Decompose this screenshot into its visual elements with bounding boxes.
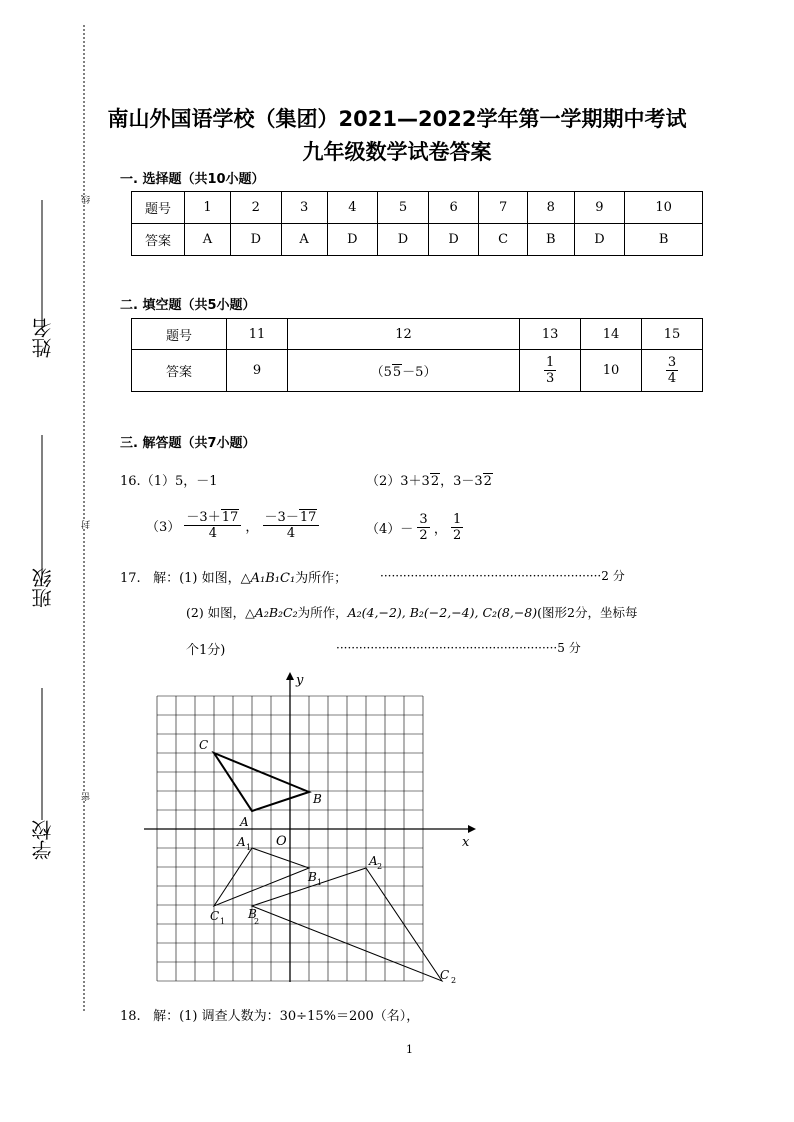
binding-dashed-line	[0, 0, 100, 1122]
mc-answer: D	[574, 224, 625, 256]
mc-answer: B	[527, 224, 574, 256]
q16-part2: （2）3＋32，3－32	[366, 474, 492, 489]
q16-part3: （3） $\frac{-3+17}{4}$ ， $\frac{-3-17}{4}$	[146, 510, 319, 541]
label-name: 姓名	[31, 318, 55, 358]
mc-number: 2	[230, 192, 281, 224]
fill-row-label: 答案	[132, 350, 227, 392]
mc-number: 6	[428, 192, 479, 224]
mc-answer: C	[479, 224, 527, 256]
mc-number: 8	[527, 192, 574, 224]
mc-answer: D	[230, 224, 281, 256]
coordinate-grid	[140, 670, 485, 990]
page-number: 1	[406, 1043, 413, 1056]
sub-a2: 2	[377, 862, 383, 871]
section-one-heading: 一. 选择题（共10小题）	[120, 172, 265, 187]
y-axis-arrow	[286, 672, 294, 680]
q17-line2: (2) 如图，△A₂B₂C₂为所作，A₂(4,−2), B₂(−2,−4), C₂(8,−8)(图形2分，坐标每	[186, 605, 638, 620]
label-b1: B	[308, 870, 317, 884]
label-a1: A	[237, 835, 246, 849]
fill-number: 13	[520, 319, 581, 350]
y-axis-label: y	[296, 673, 304, 688]
fill-number: 11	[227, 319, 288, 350]
q17-score1: ··························································2 分	[380, 569, 625, 583]
mc-answer: B	[625, 224, 703, 256]
mc-answer: A	[281, 224, 327, 256]
q16-part4: （4）－ $\frac{3}{2}$ ， $\frac{1}{2}$	[366, 512, 462, 543]
q17-score2: ··························································5 分	[336, 641, 581, 655]
fill-answer-14: 10	[581, 350, 642, 392]
fill-answer-table	[131, 318, 703, 392]
mc-answer-table	[131, 191, 703, 256]
label-c2: C	[440, 968, 450, 982]
sub-c2: 2	[451, 976, 457, 985]
section-three-heading: 三. 解答题（共7小题）	[120, 436, 256, 451]
mc-answer: D	[428, 224, 479, 256]
title-line1: 南山外国语学校（集团）2021—2022学年第一学期期中考试	[107, 107, 687, 131]
q17-line1: 17. 解：(1) 如图，△A₁B₁C₁为所作；	[120, 571, 348, 586]
mc-number: 7	[479, 192, 527, 224]
fill-number: 14	[581, 319, 642, 350]
mc-row-label: 答案	[132, 224, 185, 256]
mark-seal: 封	[82, 520, 92, 529]
origin-label: O	[276, 834, 287, 849]
mc-number: 9	[574, 192, 625, 224]
fill-number: 12	[287, 319, 519, 350]
label-b: B	[313, 792, 322, 806]
triangle-a1b1c1	[214, 848, 309, 906]
x-axis-label: x	[462, 835, 470, 850]
mc-number: 5	[378, 192, 429, 224]
mc-answer: D	[327, 224, 378, 256]
mc-row-label: 题号	[132, 192, 185, 224]
mc-number: 10	[625, 192, 703, 224]
mc-number: 4	[327, 192, 378, 224]
label-b2: B	[248, 907, 257, 921]
label-school: 学校	[31, 820, 55, 860]
label-a: A	[240, 815, 249, 829]
sub-b2: 2	[254, 917, 260, 926]
mc-answer: D	[378, 224, 429, 256]
mc-number: 3	[281, 192, 327, 224]
sub-b1: 1	[317, 878, 323, 887]
triangle-abc	[214, 753, 309, 811]
fill-number: 15	[642, 319, 703, 350]
fill-row-label: 题号	[132, 319, 227, 350]
mc-answer: A	[185, 224, 231, 256]
mc-number: 1	[185, 192, 231, 224]
title-line2: 九年级数学试卷答案	[302, 140, 492, 164]
label-c: C	[199, 738, 209, 752]
label-a2: A	[369, 854, 378, 868]
fill-answer-13: $\frac{1}{3}$	[520, 350, 581, 392]
sub-a1: 1	[246, 843, 252, 852]
sub-c1: 1	[220, 917, 226, 926]
mark-line: 线	[82, 195, 92, 204]
mark-secret: 密	[82, 792, 92, 801]
label-c1: C	[210, 909, 220, 923]
q18-line: 18. 解：(1) 调查人数为：30÷15%＝200（名），	[120, 1009, 420, 1024]
x-axis-arrow	[468, 825, 476, 833]
fill-answer-12: （55－5）	[287, 350, 519, 392]
q16-line1: 16.（1）5，－1	[120, 474, 218, 489]
section-two-heading: 二. 填空题（共5小题）	[120, 298, 256, 313]
fill-answer-15: $\frac{3}{4}$	[642, 350, 703, 392]
q17-line3: 个1分)	[186, 643, 226, 658]
fill-answer-11: 9	[227, 350, 288, 392]
label-class: 班级	[31, 568, 55, 608]
